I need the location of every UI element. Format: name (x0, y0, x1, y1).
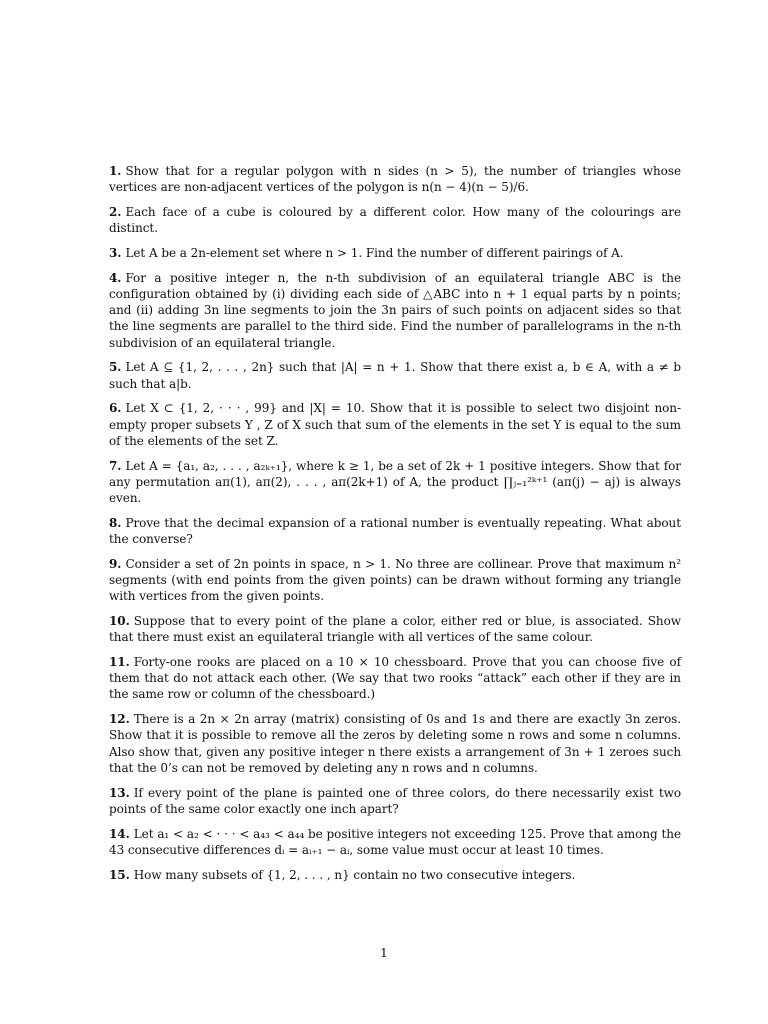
problem-7 (109, 458, 681, 507)
problem-text: Each face of a cube is coloured by a different color. How many of the colourings are distinct. (109, 205, 681, 236)
problem-4 (109, 270, 681, 351)
problem-6 (109, 400, 681, 449)
problem-14 (109, 826, 681, 858)
problem-text: Consider a set of 2n points in space, n > 1. No three are collinear. Prove that maximum n² segments (with end points from the given points) can be drawn without forming any triangle with vertices from the given points. (109, 556, 681, 604)
problem-number: 4. (109, 270, 122, 285)
problem-text: There is a 2n × 2n array (matrix) consisting of 0s and 1s and there are exactly 3n zeros. Show that it is possible to remove all the zeros by deleting some n rows and some n columns. Also show that, given any positive integer n there exists a arrangement of 3n + 1 zeroes such that the 0’s can not be removed by deleting any n rows and n columns. (109, 712, 681, 775)
problem-13 (109, 785, 681, 817)
problem-12 (109, 711, 681, 776)
problem-text: Let A ⊆ {1, 2, . . . , 2n} such that |A| = n + 1. Show that there exist a, b ∈ A, with a ≠ b such that a|b. (109, 360, 681, 391)
problem-text: Let A be a 2n-element set where n > 1. Find the number of different pairings of A. (125, 246, 624, 260)
problem-text: Let A = {a₁, a₂, . . . , a₂ₖ₊₁}, where k ≥ 1, be a set of 2k + 1 positive integers. Show that for any permutation aπ(1), aπ(2), . . . , aπ(2k+1) of A, the product ∏ⱼ₌₁²ᵏ⁺¹ (aπ(j) − aj) is always even. (109, 458, 681, 506)
problem-11 (109, 654, 681, 703)
problem-number: 11. (109, 655, 130, 670)
problem-15 (109, 867, 681, 883)
problem-text: Let X ⊂ {1, 2, · · · , 99} and |X| = 10. Show that it is possible to select two disjoint non-empty proper subsets Y , Z of X such that sum of the elements in the set Y is equal to the sum of the elements of the set Z. (109, 401, 681, 448)
problem-number: 2. (109, 205, 122, 219)
page-number: 1 (380, 946, 388, 960)
problem-8 (109, 515, 681, 547)
problem-text: For a positive integer n, the n-th subdivision of an equilateral triangle ABC is the configuration obtained by (i) dividing each side of △ABC into n + 1 equal parts by n points; and (ii) adding 3n line segments to join the 3n pairs of such points on adjacent sides so that the line segments are parallel to the third side. Find the number of parallelograms in the n-th subdivision of an equilateral triangle. (109, 270, 681, 350)
problem-text: How many subsets of {1, 2, . . . , n} contain no two consecutive integers. (133, 867, 576, 882)
problem-number: 5. (109, 360, 122, 375)
problem-text: Show that for a regular polygon with n sides (n > 5), the number of triangles whose vertices are non-adjacent vertices of the polygon is n(n − 4)(n − 5)/6. (109, 164, 681, 195)
problem-5 (109, 359, 681, 391)
problem-number: 10. (109, 614, 130, 629)
problem-3 (109, 245, 681, 261)
problem-number: 15. (109, 867, 130, 882)
problem-number: 9. (109, 556, 122, 571)
problem-number: 14. (109, 826, 130, 841)
problem-number: 3. (109, 246, 122, 260)
problem-text: Let a₁ < a₂ < · · · < a₄₃ < a₄₄ be positive integers not exceeding 125. Prove that among the 43 consecutive differences dᵢ = aᵢ₊₁ − aᵢ, some value must occur at least 10 times. (109, 826, 681, 857)
problem-list (109, 163, 681, 891)
problem-10 (109, 613, 681, 645)
problem-number: 7. (109, 458, 122, 473)
problem-text: If every point of the plane is painted one of three colors, do there necessarily exist two points of the same color exactly one inch apart? (109, 785, 681, 816)
problem-1 (109, 163, 681, 195)
problem-2 (109, 204, 681, 236)
problem-number: 6. (109, 401, 122, 416)
problem-9 (109, 556, 681, 605)
problem-text: Forty-one rooks are placed on a 10 × 10 chessboard. Prove that you can choose five of them that do not attack each other. (We say that two rooks “attack” each other if they are in the same row or column of the chessboard.) (109, 655, 681, 702)
problem-number: 12. (109, 712, 130, 727)
problem-text: Suppose that to every point of the plane a color, either red or blue, is associated. Show that there must exist an equilateral triangle with all vertices of the same colour. (109, 614, 681, 645)
problem-number: 13. (109, 785, 130, 800)
problem-number: 8. (109, 515, 122, 530)
problem-text: Prove that the decimal expansion of a rational number is eventually repeating. What about the converse? (109, 515, 681, 547)
problem-number: 1. (109, 164, 122, 178)
